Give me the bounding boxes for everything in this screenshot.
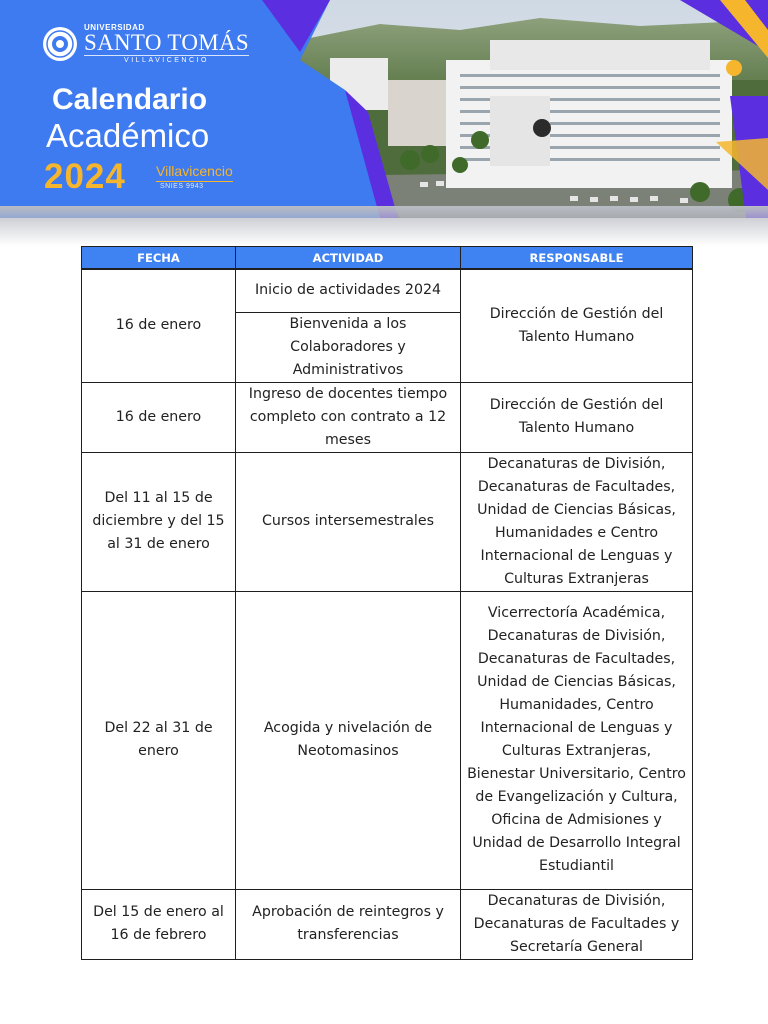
date-cell: 16 de enero bbox=[82, 382, 236, 452]
title-academico: Académico bbox=[46, 117, 210, 154]
logo-city: VILLAVICENCIO bbox=[84, 55, 249, 66]
table-header-row bbox=[82, 247, 693, 270]
responsible-cell: Decanaturas de División, Decanaturas de Facultades, Unidad de Ciencias Básicas, Humanidades e Centro Internacional de Lenguas y Culturas Extranjeras bbox=[461, 452, 693, 591]
responsible-cell: Dirección de Gestión del Talento Humano bbox=[461, 269, 693, 382]
activity-cell: Aprobación de reintegros y transferencias bbox=[236, 889, 461, 959]
table-row bbox=[82, 382, 693, 452]
date-cell: Del 15 de enero al 16 de febrero bbox=[82, 889, 236, 959]
logo-university-word: UNIVERSIDAD bbox=[84, 22, 145, 32]
table-row bbox=[82, 452, 693, 591]
activity-cell: Acogida y nivelación de Neotomasinos bbox=[236, 591, 461, 889]
calendar-table bbox=[81, 246, 693, 960]
title-calendario: Calendario bbox=[52, 83, 208, 116]
university-logo bbox=[42, 24, 249, 64]
activity-cell: Ingreso de docentes tiempo completo con contrato a 12 meses bbox=[236, 382, 461, 452]
university-seal-icon bbox=[42, 26, 78, 62]
date-cell: 16 de enero bbox=[82, 269, 236, 382]
table-row bbox=[82, 269, 693, 312]
logo-university-name: SANTO TOMÁS bbox=[84, 29, 249, 55]
responsible-cell: Vicerrectoría Académica, Decanaturas de División, Decanaturas de Facultades, Unidad de Ciencias Básicas, Humanidades, Centro Internacional de Lenguas y Culturas Extranjeras, Bienestar Universitario, Centro de Evangelización y Cultura, Oficina de Admisiones y Unidad de Desarrollo Integral Estudiantil bbox=[461, 591, 693, 889]
responsible-cell: Decanaturas de División, Decanaturas de Facultades y Secretaría General bbox=[461, 889, 693, 959]
snies-code: SNIES 9943 bbox=[160, 183, 204, 190]
header-responsable: RESPONSABLE bbox=[461, 247, 693, 270]
header-actividad: ACTIVIDAD bbox=[236, 247, 461, 270]
responsible-cell: Dirección de Gestión del Talento Humano bbox=[461, 382, 693, 452]
header-fecha: FECHA bbox=[82, 247, 236, 270]
title-year: 2024 bbox=[44, 157, 126, 196]
campus-city: Villavicencio bbox=[156, 162, 233, 182]
table-row bbox=[82, 591, 693, 889]
date-cell: Del 11 al 15 de diciembre y del 15 al 31 de enero bbox=[82, 452, 236, 591]
date-cell: Del 22 al 31 de enero bbox=[82, 591, 236, 889]
header-banner bbox=[0, 0, 768, 218]
activity-cell: Cursos intersemestrales bbox=[236, 452, 461, 591]
banner-shadow bbox=[0, 206, 768, 246]
table-row bbox=[82, 889, 693, 959]
activity-cell: Bienvenida a los Colaboradores y Administrativos bbox=[236, 312, 461, 382]
activity-cell: Inicio de actividades 2024 bbox=[236, 269, 461, 312]
